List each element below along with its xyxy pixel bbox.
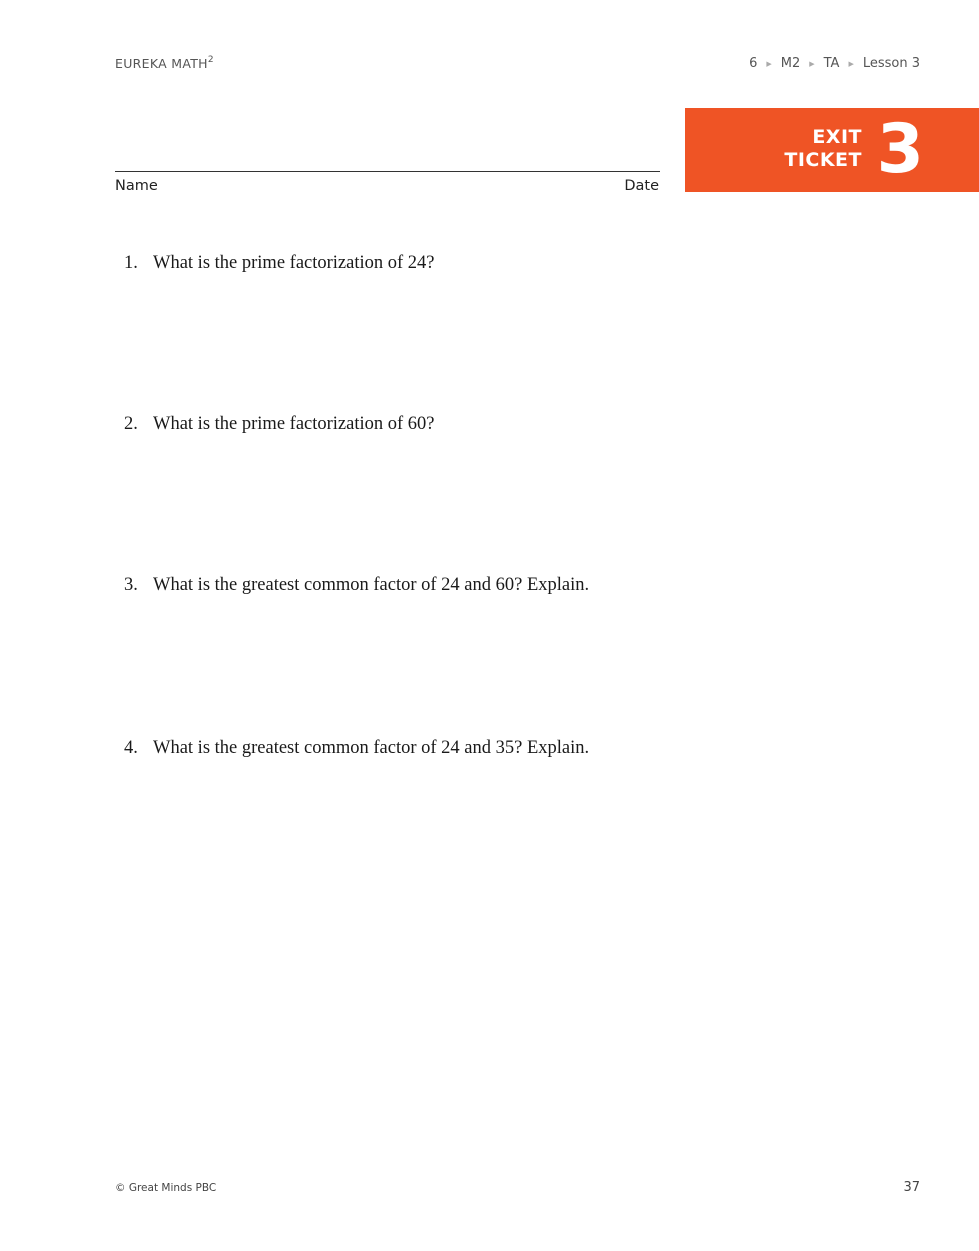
copyright: © Great Minds PBC [115,1182,217,1194]
name-date-line[interactable] [115,171,660,172]
question-text: What is the prime factorization of 60? [153,414,435,434]
exit-ticket-badge [685,108,979,192]
question-number: 4. [124,738,138,758]
question-number: 2. [124,414,138,434]
breadcrumb [749,56,920,71]
name-label: Name [115,178,158,194]
lesson-number: 3 [876,110,924,189]
question-4 [124,738,589,759]
question-text: What is the greatest common factor of 24 and 60? Explain. [153,575,590,595]
question-number: 1. [124,253,138,273]
triangle-right-icon: ▶ [809,59,815,68]
badge-line-exit: EXIT [812,126,862,148]
date-label: Date [624,178,659,194]
brand-name: EUREKA MATH [115,56,208,72]
breadcrumb-topic: TA [823,56,840,71]
question-number: 3. [124,575,138,595]
breadcrumb-grade: 6 [749,56,758,71]
question-2 [124,414,435,435]
brand-superscript: 2 [207,55,214,65]
brand-logo-text [115,56,214,71]
badge-line-ticket: TICKET [784,149,862,171]
breadcrumb-lesson: Lesson 3 [862,56,920,71]
page-number: 37 [903,1180,920,1195]
question-text: What is the greatest common factor of 24 and 35? Explain. [153,738,590,758]
breadcrumb-module: M2 [780,56,801,71]
question-1 [124,253,435,274]
question-text: What is the prime factorization of 24? [153,253,435,273]
exit-ticket-label [784,126,862,172]
triangle-right-icon: ▶ [766,59,772,68]
question-3 [124,575,589,596]
triangle-right-icon: ▶ [848,59,854,68]
